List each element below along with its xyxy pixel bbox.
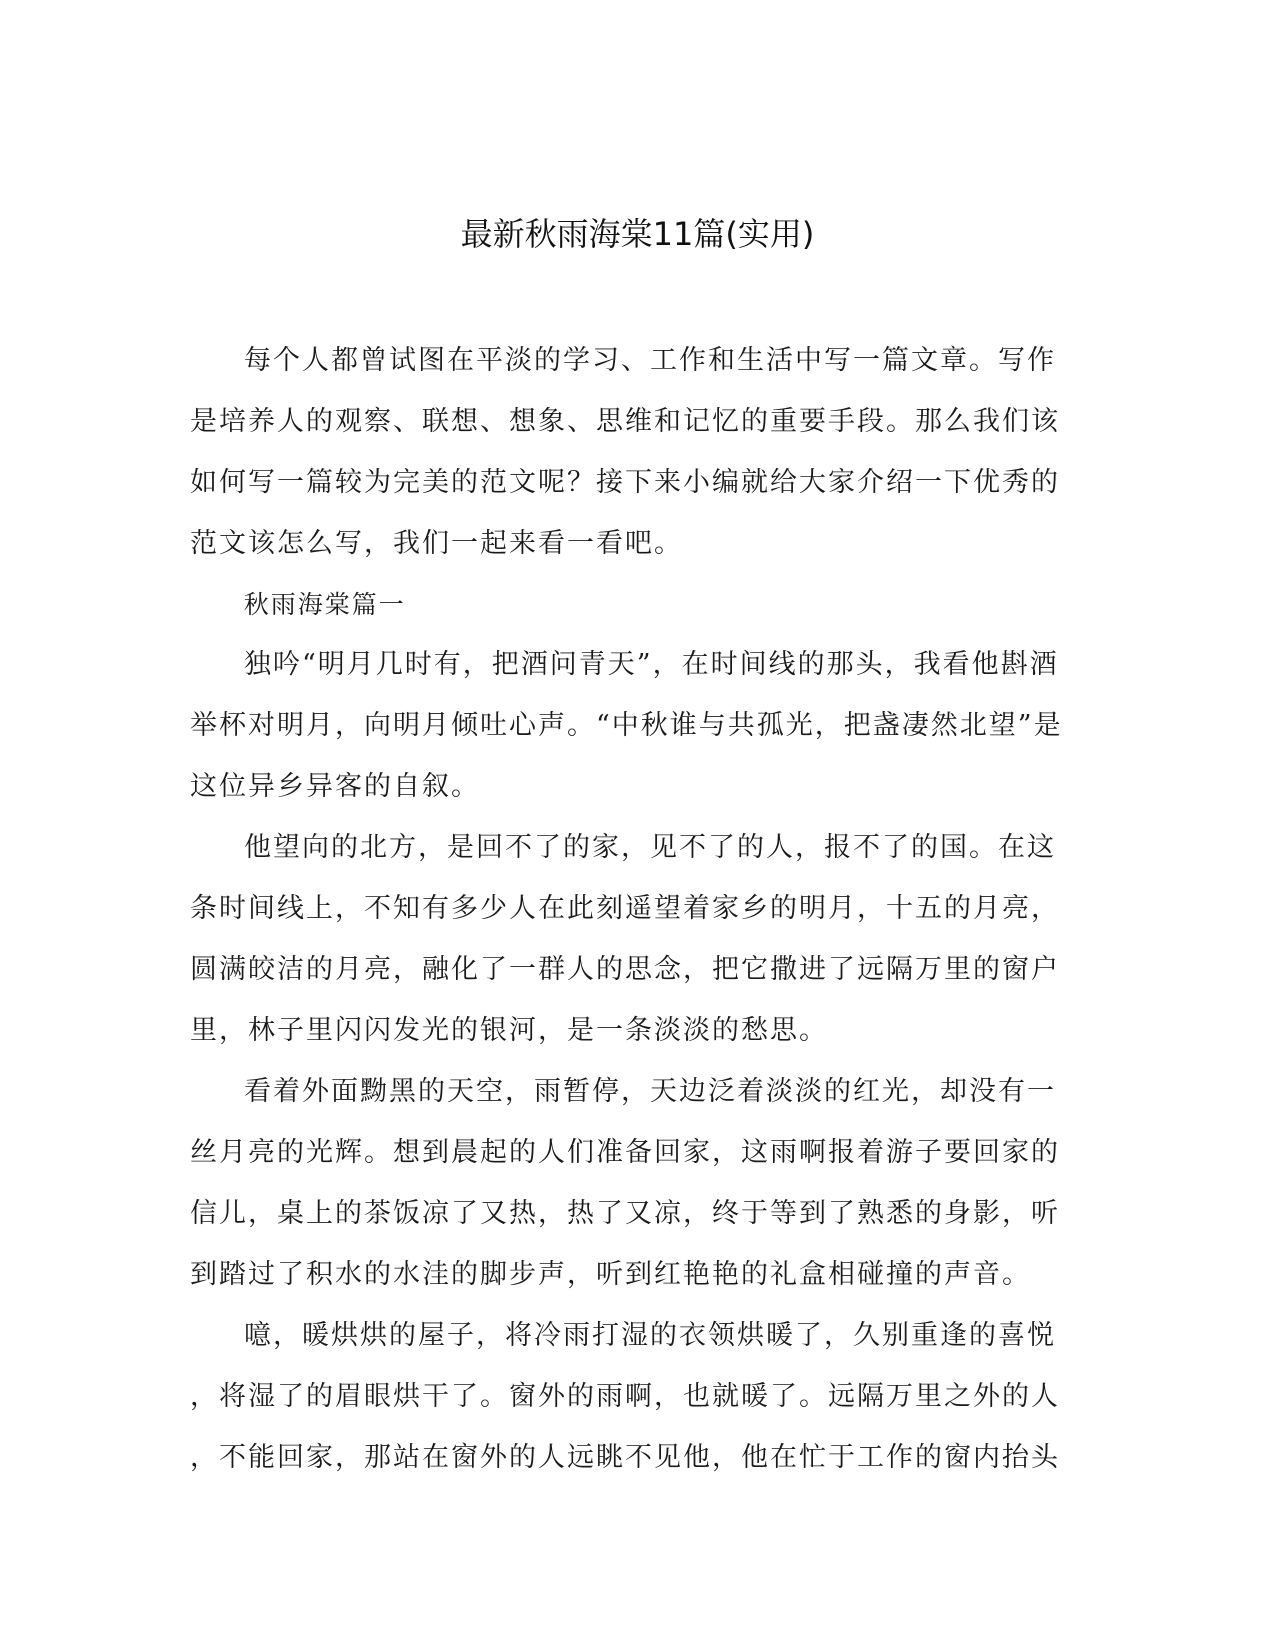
text-line: ，将湿了的眉眼烘干了。窗外的雨啊，也就暖了。远隔万里之外的人 [190, 1381, 1060, 1412]
text-line: 丝月亮的光辉。想到晨起的人们准备回家，这雨啊报着游子要回家的 [190, 1137, 1060, 1168]
paragraph-1 [190, 634, 1080, 817]
text-line: 噫，暖烘烘的屋子，将冷雨打湿的衣领烘暖了，久别重逢的喜悦 [244, 1320, 1056, 1351]
text-line: 里，林子里闪闪发光的银河，是一条淡淡的愁思。 [190, 1015, 828, 1046]
paragraph-4 [190, 1305, 1080, 1488]
text-line: 每个人都曾试图在平淡的学习、工作和生活中写一篇文章。写作 [244, 345, 1056, 376]
text-line: 独吟“明月几时有，把酒问青天”，在时间线的那头，我看他斟酒 [244, 649, 1059, 680]
text-line: 如何写一篇较为完美的范文呢？接下来小编就给大家介绍一下优秀的 [190, 467, 1060, 498]
text-line: 他望向的北方，是回不了的家，见不了的人，报不了的国。在这 [244, 832, 1056, 863]
text-line: 圆满皎洁的月亮，融化了一群人的思念，把它撒进了远隔万里的窗户 [190, 954, 1060, 985]
paragraph-3 [190, 1061, 1080, 1305]
text-line: 看着外面黝黑的天空，雨暂停，天边泛着淡淡的红光，却没有一 [244, 1076, 1056, 1107]
document-title: 最新秋雨海棠11篇(实用) [460, 215, 815, 253]
text-line: 条时间线上，不知有多少人在此刻遥望着家乡的明月，十五的月亮， [190, 893, 1060, 924]
text-line: 信儿，桌上的茶饭凉了又热，热了又凉，终于等到了熟悉的身影，听 [190, 1198, 1060, 1229]
intro-paragraph [190, 330, 1080, 574]
text-line: 范文该怎么写，我们一起来看一看吧。 [190, 528, 683, 559]
text-line: 到踏过了积水的水洼的脚步声，听到红艳艳的礼盒相碰撞的声音。 [190, 1259, 1031, 1290]
text-line: 是培养人的观察、联想、想象、思维和记忆的重要手段。那么我们该 [190, 406, 1060, 437]
text-line: 举杯对明月，向明月倾吐心声。“中秋谁与共孤光，把盏凄然北望”是 [190, 710, 1063, 741]
text-line: 这位异乡异客的自叙。 [190, 771, 480, 802]
text-line: ，不能回家，那站在窗外的人远眺不见他，他在忙于工作的窗内抬头 [190, 1442, 1060, 1473]
document-body [190, 330, 1080, 1488]
section-heading: 秋雨海棠篇一 [243, 590, 406, 619]
paragraph-2 [190, 817, 1080, 1061]
